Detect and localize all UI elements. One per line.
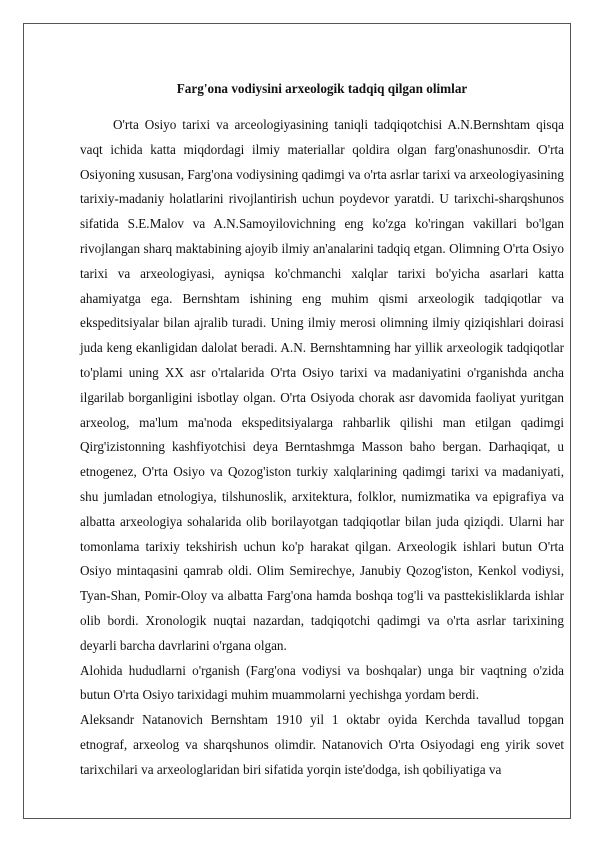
document-page <box>23 23 571 819</box>
paragraph-regional-study: Alohida hududlarni o'rganish (Farg'ona vodiysi va boshqalar) unga bir vaqtning o'zida butun O'rta Osiyo tarixidagi muhim muammolarni yechishga yordam berdi. <box>80 662 564 703</box>
document-body <box>80 80 564 783</box>
paragraph-bernshtam-overview: O'rta Osiyo tarixi va arceologiyasining taniqli tadqiqotchisi A.N.Bernshtam qisqa vaqt ichida katta miqdordagi ilmiy materiallar qoldira olgan farg'onashunosdir. O'rta Osiyoning xususan, Farg'ona vodiysining qadimgi va o'rta asrlar tarixi va arxeologiyasining tarixiy-madaniy holatlarini rivojlantirish uchun poydevor yaratdi. U tarixchi-sharqshunos sifatida S.E.Malov va A.N.Samoyilovichning eng ko'zga ko'ringan vakillari bo'lgan rivojlangan sharq maktabining ajoyib ilmiy an'analarini tadqiq etgan. Olimning O'rta Osiyo tarixi va arxeologiyasi, ayniqsa ko'chmanchi xalqlar tarixi bo'yicha asarlari katta ahamiyatga ega. Bernshtam ishining eng muhim qismi arxeologik tadqiqotlar va ekspeditsiyalar bilan ajralib turadi. Uning ilmiy merosi olimning ilmiy qiziqishlari doirasi juda keng ekanligidan dalolat beradi. A.N. Bernshtamning har yillik arxeologik tadqiqotlar to'plami uning XX asr o'rtalarida O'rta Osiyo tarixi va madaniyatini o'rganishda ancha ilgarilab borganligini isbotlay olgan. O'rta Osiyoda chorak asr davomida faoliyat yuritgan arxeolog, ma'lum ma'noda ekspeditsiyalarga rahbarlik qilishi man etilgan qadimgi Qirg'izistonning kashfiyotchisi deya Berntashmga Masson baho bergan. Darhaqiqat, u etnogenez, O'rta Osiyo va Qozog'iston turkiy xalqlarining qadimgi tarixi va madaniyati, shu jumladan etnologiya, tilshunoslik, arxitektura, folklor, numizmatika va epigrafiya va albatta arxeologiya sohalarida olib borilayotgan tadqiqotlar bilan juda qiziqdi. Ularni har tomonlama tarixiy tekshirish uchun ko'p harakat qilgan. Arxeologik ishlari butun O'rta Osiyo mintaqasini qamrab oldi. Olim Semirechye, Janubiy Qozog'iston, Kenkol vodiysi, Tyan-Shan, Pomir-Oloy va albatta Farg'ona hamda boshqa tog'li va pasttekisliklarda ishlar olib bordi. Xronologik nuqtai nazardan, tadqiqotchi qadimgi va o'rta asrlar tarixining deyarli barcha davrlarini o'rgana olgan. <box>80 117 564 653</box>
paragraph-biography: Aleksandr Natanovich Bernshtam 1910 yil 1 oktabr oyida Kerchda tavallud topgan etnograf, arxeolog va sharqshunos olimdir. Natanovich O'rta Osiyodagi eng yirik sovet tarixchilari va arxeologlaridan biri sifatida yorqin iste'dodga, ish qobiliyatiga va <box>80 712 564 777</box>
document-title: Farg'ona vodiysini arxeologik tadqiq qilgan olimlar <box>176 81 468 96</box>
